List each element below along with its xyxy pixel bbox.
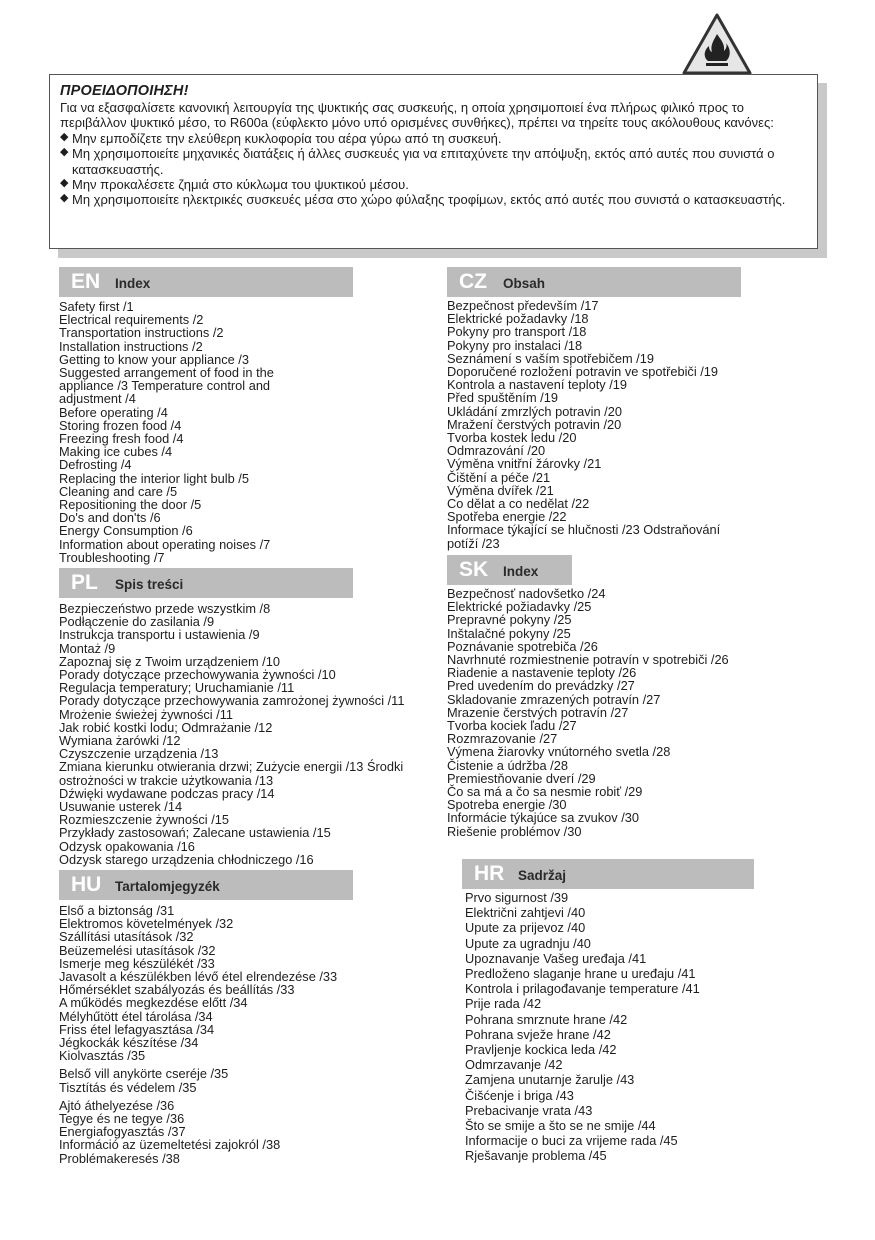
toc-list-sk [447,587,741,838]
toc-entry: Výmena žiarovky vnútorného svetla /28 [447,744,671,760]
toc-entry: Information about operating noises /7 [59,536,271,552]
toc-entry: Dźwięki wydawane podczas pracy /14 [59,785,275,801]
toc-entry: Kiolvasztás /35 [59,1048,146,1064]
toc-entry: Mrazenie čerstvých potravín /27 [447,704,629,720]
warning-rule: ◆ Μη χρησιμοποιείτε μηχανικές διατάξεις ή άλλες συσκευές για να επιταχύνετε την απόψυξη, εκτός από αυτές που συνιστά ο κατασκευαστής. [60,146,775,177]
toc-entry: Mélyhűtött étel tárolása /34 [59,1008,213,1024]
section-pl [59,568,405,867]
section-header-cz [447,267,741,297]
toc-list-hr [462,890,754,1164]
toc-entry: Usuwanie usterek /14 [59,799,183,815]
toc-entry: Do's and don'ts /6 [59,510,161,526]
toc-entry: Elektrické požadavky /18 [447,311,589,327]
toc-entry: Suggested arrangement of food in the appliance /3 Temperature control and adjustment /4 [59,365,274,407]
warning-box [49,74,818,249]
toc-entry: Tisztítás és védelem /35 [59,1079,197,1095]
toc-entry: Instrukcja transportu i ustawienia /9 [59,627,260,643]
toc-entry: Navrhnuté rozmiestnenie potravín v spotrebiči /26 [447,652,729,668]
toc-entry: Pokyny pro transport /18 [447,324,587,340]
toc-entry: Freezing fresh food /4 [59,431,184,447]
toc-entry: Repositioning the door /5 [59,497,202,513]
toc-entry: Výměna dvířek /21 [447,482,554,498]
section-header-sk [447,555,572,585]
toc-entry: Rozmieszczenie żywności /15 [59,812,229,828]
toc-entry: Informace týkající se hlučnosti /23 Odstraňování potíží /23 [447,522,721,551]
toc-entry: Szállítási utasítások /32 [59,929,194,945]
toc-entry: Spotřeba energie /22 [447,509,567,525]
toc-entry: Tvorba kostek ledu /20 [447,430,577,446]
toc-entry: Replacing the interior light bulb /5 [59,470,249,486]
toc-entry: A működés megkezdése előtt /34 [59,995,248,1011]
toc-list-hu-1 [59,904,353,1062]
toc-entry: Elektrické požiadavky /25 [447,599,592,615]
toc-entry: Safety first /1 [59,299,134,314]
toc-entry: Pred uvedením do prevádzky /27 [447,678,635,694]
toc-entry: Výměna vnitřní žárovky /21 [447,456,602,472]
toc-entry: Rozmrazovanie /27 [447,731,558,747]
toc-entry: Čistenie a údržba /28 [447,757,568,773]
section-cz [447,267,741,550]
toc-entry: Pravljenje kockica leda /42 [465,1042,617,1058]
toc-entry: Upute za ugradnju /40 [465,935,591,951]
warning-title: ΠΡΟΕΙΔΟΠΟΙΗΣΗ! [60,83,189,99]
toc-list-en [59,300,291,564]
section-title: Tartalomjegyzék [115,879,220,894]
toc-entry: Tegye és ne tegye /36 [59,1111,185,1127]
warning-rule: ◆ Μη χρησιμοποιείτε ηλεκτρικές συσκευές μέσα στο χώρο φύλαξης τροφίμων, εκτός από αυτές που συνιστά ο κατασκευαστής. [60,192,786,208]
toc-entry: Odmrazování /20 [447,443,546,459]
toc-entry: Premiestňovanie dverí /29 [447,770,596,786]
toc-entry: Regulacja temperatury; Uruchamianie /11 [59,680,295,696]
section-en [59,267,353,564]
toc-entry: Prije rada /42 [465,996,542,1012]
toc-entry: Beüzemelési utasítások /32 [59,942,216,958]
section-title: Index [503,564,539,579]
toc-entry: Zapoznaj się z Twoim urządzeniem /10 [59,653,280,669]
flammable-warning-icon [681,12,753,76]
warning-rule: ◆ Μην εμποδίζετε την ελεύθερη κυκλοφορία του αέρα γύρω από τη συσκευή. [60,130,502,146]
section-header-hu [59,870,353,900]
section-code: HU [71,873,102,896]
toc-list-pl [59,602,424,866]
toc-entry: Bezpečnost především /17 [447,298,599,313]
toc-entry: Hőmérséklet szabályozás és beállítás /33 [59,982,295,998]
section-code: PL [71,571,98,594]
warning-intro: Για να εξασφαλίσετε κανονική λειτουργία της ψυκτικής σας συσκευής, η οποία χρησιμοποιεί ένα πλήρως φιλικό προς το περιβάλλον ψυκτικό μέσο, το R600a (εύφλεκτο μόνο υπό ορισμένες συνθήκες), πρέπει να τηρείτε τους ακόλουθους κανόνες: [60,100,774,131]
toc-entry: Első a biztonság /31 [59,903,175,918]
toc-entry: Před spuštěním /19 [447,390,558,406]
toc-entry: Odmrzavanje /42 [465,1057,563,1073]
toc-entry: Upoznavanje Vašeg uređaja /41 [465,950,647,966]
toc-entry: Czyszczenie urządzenia /13 [59,746,219,762]
section-title: Obsah [503,276,546,291]
toc-entry: Przykłady zastosowań; Zalecane ustawienia /15 [59,825,331,841]
toc-entry: Kontrola i prilagođavanje temperature /41 [465,981,700,997]
toc-entry: Cleaning and care /5 [59,483,178,499]
toc-entry: Energy Consumption /6 [59,523,193,539]
toc-entry: Čišćenje i briga /43 [465,1087,574,1103]
toc-entry: Upute za prijevoz /40 [465,920,586,936]
toc-entry: Defrosting /4 [59,457,132,473]
toc-entry: Pohrana smrznute hrane /42 [465,1011,628,1027]
toc-entry: Ismerje meg készülékét /33 [59,955,215,971]
toc-entry: Installation instructions /2 [59,338,203,354]
toc-entry: Odzysk starego urządzenia chłodniczego /16 [59,851,314,867]
toc-entry: Jégkockák készítése /34 [59,1035,199,1051]
toc-entry: Tvorba kociek ľadu /27 [447,718,577,734]
toc-entry: Pokyny pro instalaci /18 [447,337,583,353]
toc-entry: Informacije o buci za vrijeme rada /45 [465,1133,678,1149]
toc-entry: Getting to know your appliance /3 [59,351,249,367]
toc-list-cz [447,299,732,550]
section-code: SK [459,558,489,581]
toc-entry: Montaż /9 [59,640,116,656]
toc-entry: Troubleshooting /7 [59,549,165,565]
toc-entry: Making ice cubes /4 [59,444,173,460]
toc-entry: Információ az üzemeltetési zajokról /38 [59,1137,281,1153]
section-sk [447,555,741,838]
toc-entry: Rješavanje problema /45 [465,1148,607,1164]
warning-rules [60,131,807,208]
toc-entry: Inštalačné pokyny /25 [447,625,571,641]
section-code: EN [71,270,101,293]
toc-entry: Zamjena unutarnje žarulje /43 [465,1072,635,1088]
toc-entry: Informácie týkajúce sa zvukov /30 [447,810,640,826]
toc-entry: Doporučené rozložení potravin ve spotřebiči /19 Kontrola a nastavení teploty /19 [447,364,719,393]
toc-entry: Bezpieczeństwo przede wszystkim /8 [59,601,271,616]
toc-entry: Javasolt a készülékben lévő étel elrendezése /33 [59,969,338,985]
bullet-icon: ◆ [60,177,69,190]
section-code: CZ [459,270,487,293]
toc-entry: Elektromos követelmények /32 [59,916,234,932]
toc-entry: Mražení čerstvých potravin /20 [447,416,622,432]
toc-entry: Skladovanie zmrazených potravín /27 [447,691,661,707]
toc-entry: Riešenie problémov /30 [447,823,582,839]
toc-entry: Problémakeresés /38 [59,1150,180,1166]
toc-entry: Čo sa má a čo sa nesmie robiť /29 [447,784,643,800]
toc-entry: Poznávanie spotrebiča /26 [447,638,598,654]
toc-entry: Co dělat a co nedělat /22 [447,496,590,512]
toc-entry: Predloženo slaganje hrane u uređaju /41 [465,966,696,982]
toc-entry: Mrożenie świeżej żywności /11 [59,706,234,722]
toc-entry: Bezpečnosť nadovšetko /24 [447,586,606,601]
toc-entry: Pohrana svježe hrane /42 [465,1026,611,1042]
toc-entry: Porady dotyczące przechowywania zamrożonej żywności /11 [59,693,405,709]
toc-entry: Electrical requirements /2 [59,312,204,328]
bullet-icon: ◆ [60,192,69,205]
section-title: Spis treści [115,577,184,592]
toc-entry: Before operating /4 [59,404,168,420]
toc-entry: Zmiana kierunku otwierania drzwi; Zużycie energii /13 Środki ostrożności w trakcie użytkowania /13 [59,759,404,788]
toc-entry: Prvo sigurnost /39 [465,890,569,905]
warning-rule: ◆ Μην προκαλέσετε ζημιά στο κύκλωμα του ψυκτικού μέσου. [60,177,409,193]
toc-entry: Porady dotyczące przechowywania żywności /10 [59,667,336,683]
toc-entry: Storing frozen food /4 [59,417,182,433]
toc-entry: Transportation instructions /2 [59,325,224,341]
section-header-hr [462,859,754,889]
toc-entry: Što se smije a što se ne smije /44 [465,1118,656,1134]
toc-entry: Prepravné pokyny /25 [447,612,572,628]
section-code: HR [474,862,505,885]
toc-entry: Spotreba energie /30 [447,797,567,813]
toc-entry: Čištění a péče /21 [447,469,551,485]
section-hr [462,859,754,1164]
toc-entry: Ajtó áthelyezése /36 [59,1097,175,1113]
toc-entry: Friss étel lefagyasztása /34 [59,1021,215,1037]
section-title: Sadržaj [518,868,567,883]
section-hu [59,870,353,1165]
section-title: Index [115,276,151,291]
bullet-icon: ◆ [60,130,69,143]
toc-entry: Električni zahtjevi /40 [465,905,586,921]
toc-list-hu-3 [59,1099,353,1165]
bullet-icon: ◆ [60,146,69,159]
toc-entry: Energiafogyasztás /37 [59,1124,186,1140]
toc-entry: Ukládání zmrzlých potravin /20 [447,403,622,419]
toc-entry: Prebacivanje vrata /43 [465,1102,593,1118]
toc-entry: Belső vill anykörte cseréje /35 [59,1066,229,1082]
toc-entry: Podłączenie do zasilania /9 [59,614,215,630]
toc-entry: Riadenie a nastavenie teploty /26 [447,665,637,681]
toc-entry: Seznámení s vaším spotřebičem /19 [447,350,654,366]
toc-entry: Jak robić kostki lodu; Odmrażanie /12 [59,719,273,735]
toc-entry: Wymiana żarówki /12 [59,733,181,749]
toc-entry: Odzysk opakowania /16 [59,838,195,854]
toc-list-hu-2 [59,1067,353,1093]
section-header-en [59,267,353,297]
section-header-pl [59,568,353,598]
